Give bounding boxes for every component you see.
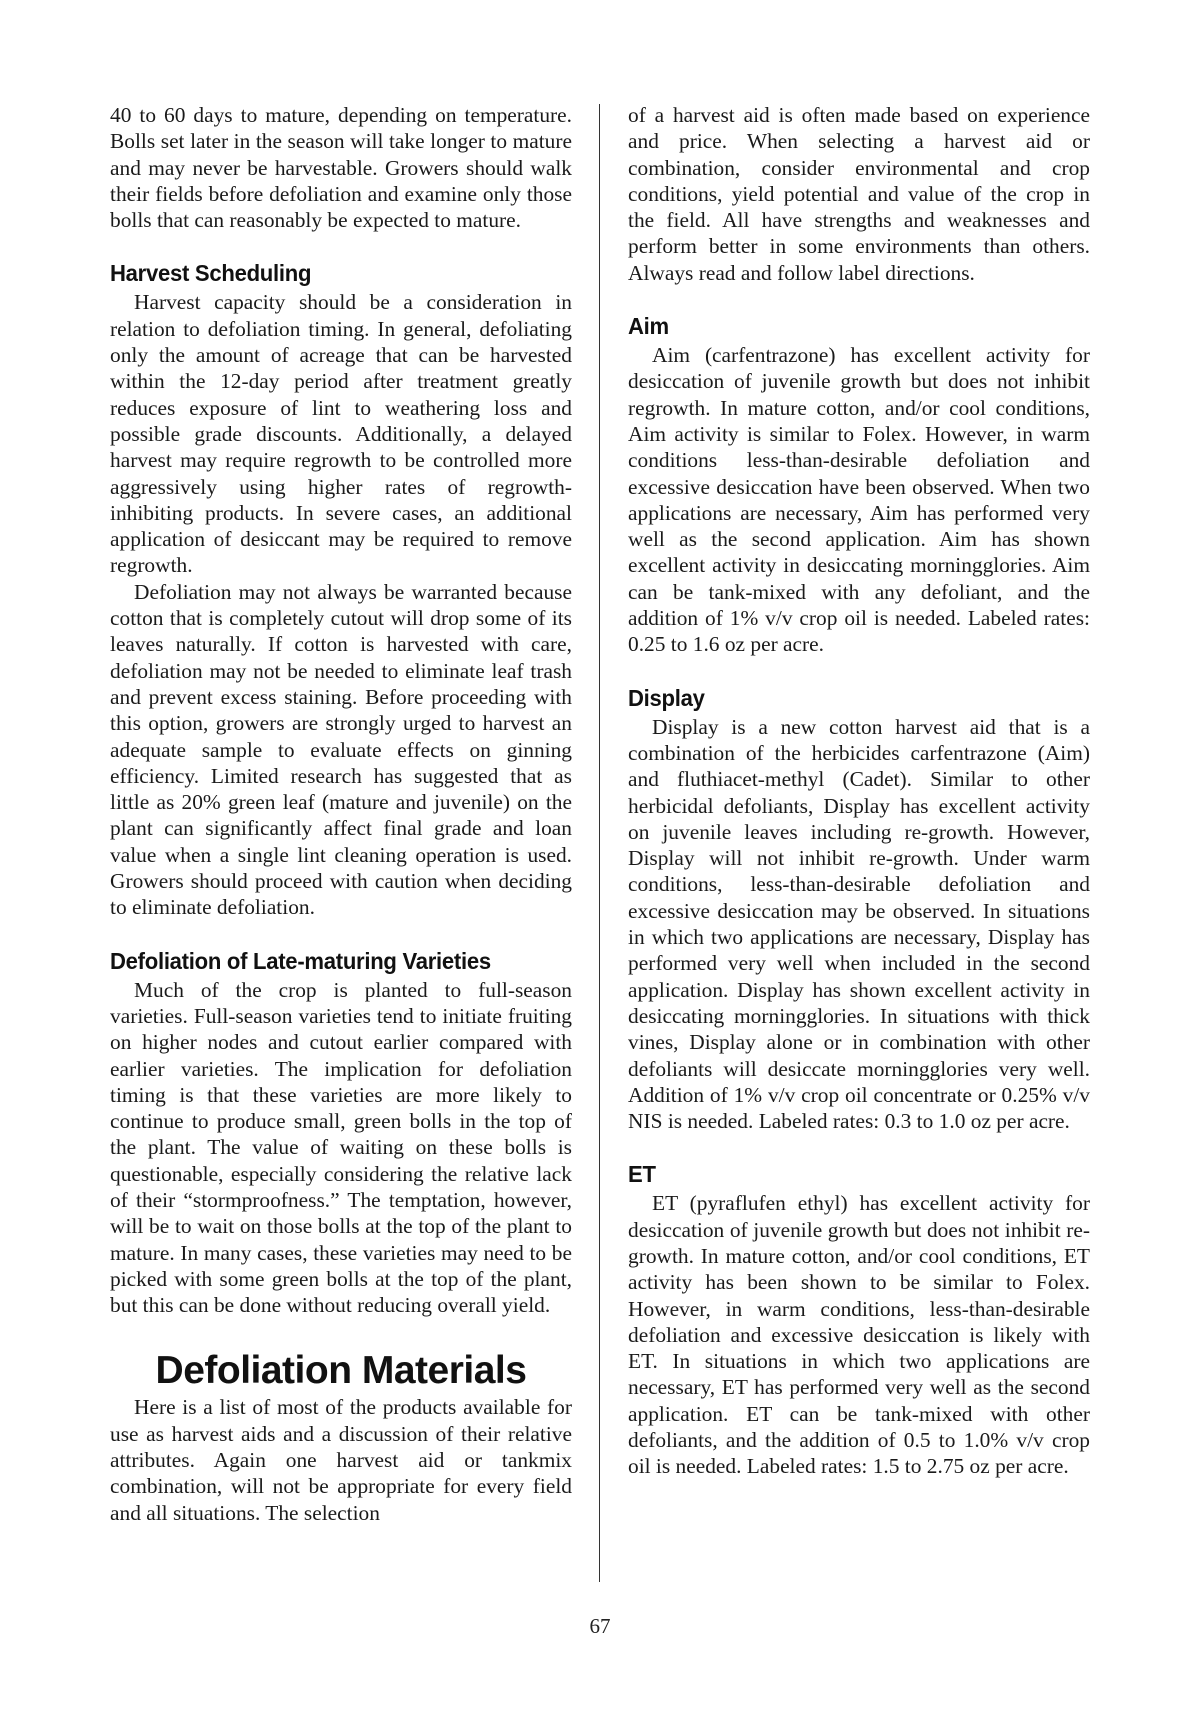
- intro-paragraph-left: 40 to 60 days to mature, depending on temperature. Bolls set later in the season will take longer to mature and may never be harvestable. Growers should walk their fields before defoliation and examine only those bolls that can reasonably be expected to mature.: [110, 103, 572, 233]
- heading-defoliation-materials: Defoliation Materials: [155, 1349, 527, 1393]
- heading-harvest-scheduling: Harvest Scheduling: [110, 260, 312, 287]
- right-column: [628, 102, 1090, 1480]
- et-paragraph: ET (pyraflufen ethyl) has excellent activity for desiccation of juvenile growth but does not inhibit re-growth. In mature cotton, and/or cool conditions, ET activity has been shown to be similar to Folex. However, in warm conditions, less-than-desirable defoliation and excessive desiccation is likely with ET. In situations in which two applications are necessary, ET has performed very well as the second application. ET can be tank-mixed with other defoliants, and the addition of 0.5 to 1.0% v/v crop oil is needed. Labeled rates: 1.5 to 2.75 oz per acre.: [628, 1191, 1090, 1479]
- harvest-scheduling-paragraph-2: Defoliation may not always be warranted because cotton that is completely cutout will drop some of its leaves naturally. If cotton is harvested with care, defoliation may not be needed to eliminate leaf trash and prevent excess staining. Before proceeding with this option, growers are strongly urged to harvest an adequate sample to evaluate effects on ginning efficiency. Limited research has suggested that as little as 20% green leaf (mature and juvenile) on the plant can significantly affect final grade and loan value when a single lint cleaning operation is used. Growers should proceed with caution when deciding to eliminate defoliation.: [110, 579, 572, 920]
- aim-paragraph: Aim (carfentrazone) has excellent activity for desiccation of juvenile growth but does not inhibit regrowth. In mature cotton, and/or cool conditions, Aim activity is similar to Folex. However, in warm conditions less-than-desirable defoliation and excessive desiccation have been observed. When two applications are necessary, Aim has performed very well as the second application. Aim has shown excellent activity in desiccating morningglories. Aim can be tank-mixed with any defoliant, and the addition of 1% v/v crop oil is needed. Labeled rates: 0.25 to 1.6 oz per acre.: [628, 343, 1090, 657]
- heading-late-maturing-varieties: Defoliation of Late-maturing Varieties: [110, 947, 491, 974]
- page-number: 67: [589, 1614, 611, 1638]
- heading-aim: Aim: [628, 313, 669, 340]
- heading-et: ET: [628, 1161, 656, 1188]
- harvest-scheduling-paragraph-1: Harvest capacity should be a consideration in relation to defoliation timing. In general, defoliating only the amount of acreage that can be harvested within the 12-day period after treatment greatly reduces exposure of lint to weathering loss and possible grade discounts. Additionally, a delayed harvest may require regrowth to be controlled more aggressively using higher rates of regrowth- inhibiting products. In severe cases, an additional application of desiccant may be required to remove regrowth.: [110, 290, 572, 578]
- left-column: [110, 102, 572, 1526]
- intro-paragraph-right: of a harvest aid is often made based on experience and price. When selecting a harvest aid or combination, consider environmental and crop conditions, yield potential and value of the crop in the field. All have strengths and weaknesses and perform better in some environments than others. Always read and follow label directions.: [628, 103, 1090, 285]
- late-maturing-paragraph: Much of the crop is planted to full-season varieties. Full-season varieties tend to initiate fruiting on higher nodes and cutout earlier compared with earlier varieties. The implication for defoliation timing is that these varieties are more likely to continue to produce small, green bolls in the top of the plant. The value of waiting on these bolls is questionable, especially considering the relative lack of their “stormproofness.” The temptation, however, will be to wait on those bolls at the top of the plant to mature. In many cases, these varieties may need to be picked with some green bolls at the top of the plant, but this can be done without reducing overall yield.: [110, 977, 572, 1318]
- heading-display: Display: [628, 684, 705, 711]
- defoliation-materials-paragraph: Here is a list of most of the products available for use as harvest aids and a discussion of their relative attributes. Again one harvest aid or tankmix combination, will not be appropriate for every field and all situations. The selection: [110, 1395, 572, 1525]
- display-paragraph: Display is a new cotton harvest aid that is a combination of the herbicides carfentrazone (Aim) and fluthiacet-methyl (Cadet). Similar to other herbicidal defoliants, Display has excellent activity on juvenile leaves including re-growth. However, Display will not inhibit re-growth. Under warm conditions, less-than-desirable defoliation and excessive desiccation may be observed. In situations in which two applications are necessary, Display has performed very well when included in the second application. Display has shown excellent activity in desiccating morningglories. In situations with thick vines, Display alone or in combination with other defoliants will desiccate morningglories very well. Addition of 1% v/v crop oil concentrate or 0.25% v/v NIS is needed. Labeled rates: 0.3 to 1.0 oz per acre.: [628, 714, 1090, 1134]
- column-divider: [599, 104, 600, 1582]
